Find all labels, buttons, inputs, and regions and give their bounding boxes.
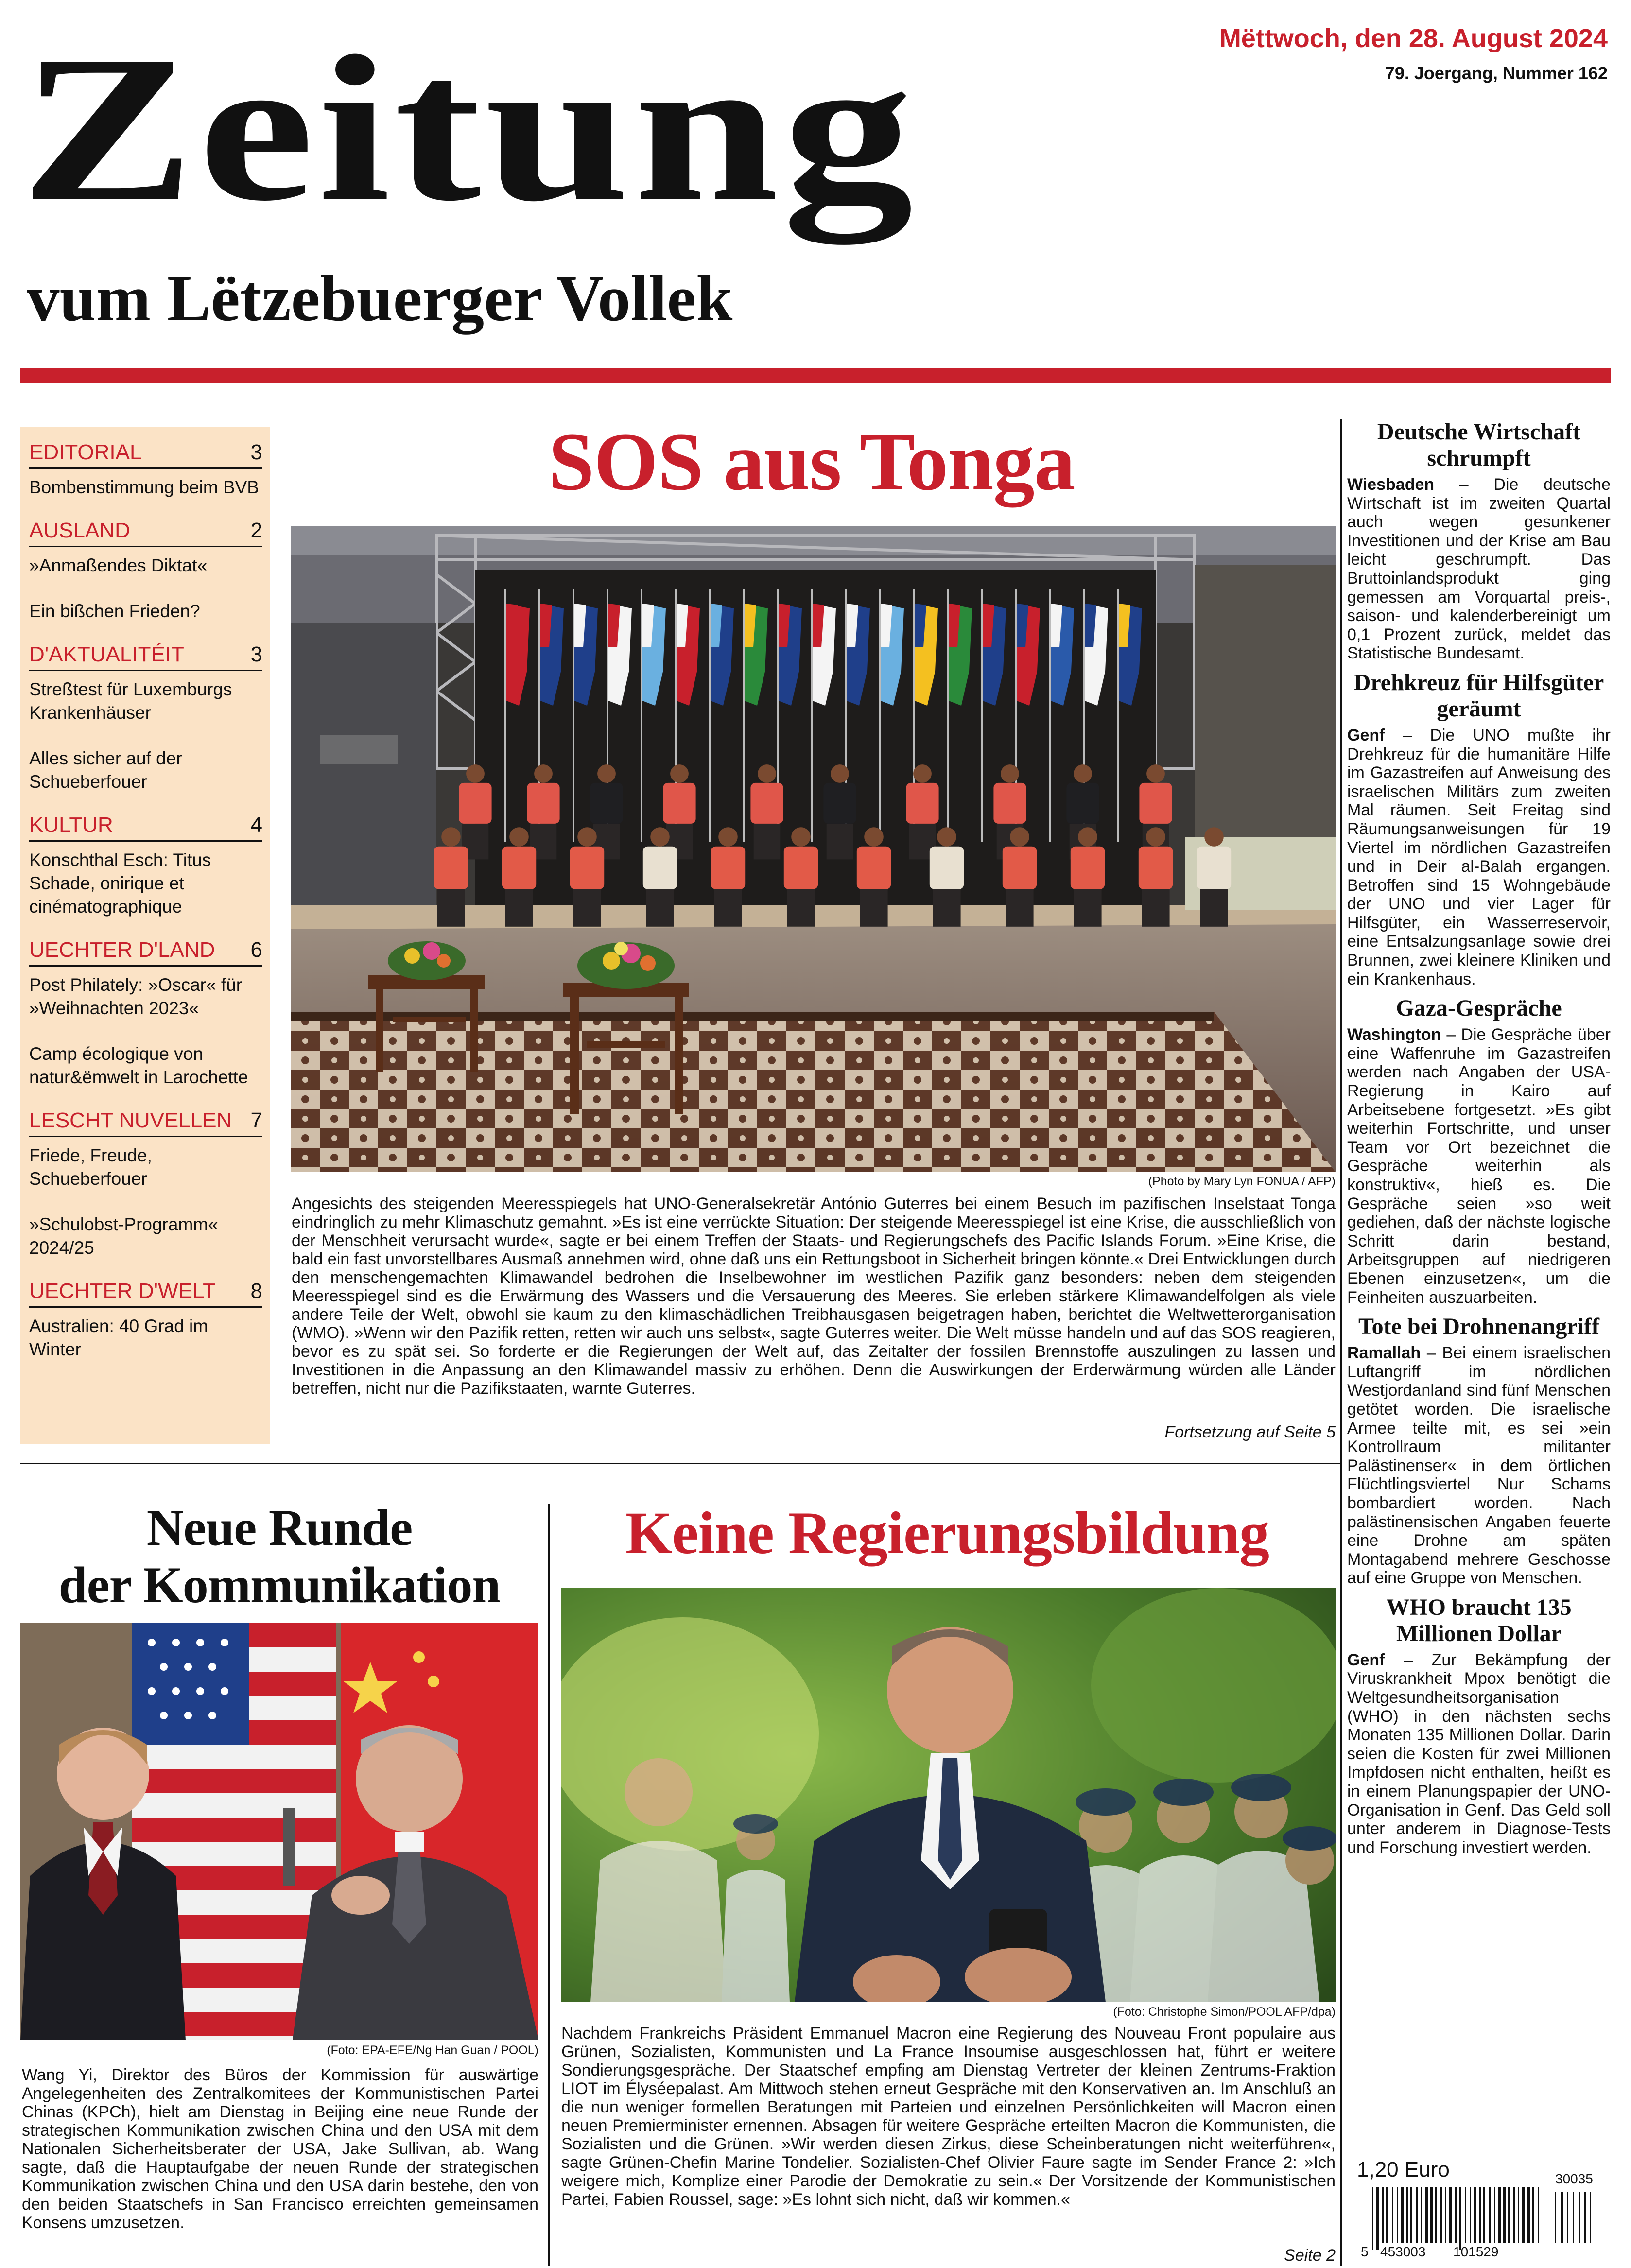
masthead-title: Zeitung	[20, 13, 917, 244]
sidebar-item[interactable]: Australien: 40 Grad im Winter	[29, 1316, 208, 1359]
sidebar-section-header[interactable]	[29, 938, 262, 967]
barcode-bar	[1386, 2187, 1388, 2243]
barcode-bar	[1425, 2187, 1428, 2243]
brief-body	[1347, 1651, 1611, 1857]
center-photo-caption: (Foto: Christophe Simon/POOL AFP/dpa)	[1113, 2005, 1336, 2019]
sidebar-item[interactable]: Bombenstimmung beim BVB	[29, 477, 259, 497]
brief-body	[1347, 726, 1611, 988]
sidebar-item[interactable]: Konschthal Esch: Titus Schade, onirique et cinématographique	[29, 850, 211, 917]
brief-text: Die Gespräche über eine Waffenruhe im Gazastreifen werden nach Angaben der USA-Regierung in Kairo auf Arbeitsebene fortgesetzt. »Es gibt weiterhin Fortschritte, und unser Team vor Ort bezeichnet die Gespräche weiterhin als konstruktiv«, hieß es. Die Gespräche seien »so weit gediehen, daß der nächste logische Schritt darin bestand, Arbeitsgruppen auf niedrigeren Ebenen einzusetzen«, um die Feinheiten auszuarbeiten.	[1347, 1025, 1611, 1307]
sidebar-section-title: LESCHT NUVELLEN	[29, 1108, 232, 1132]
barcode-bar	[1513, 2187, 1515, 2243]
barcode-bar	[1445, 2187, 1446, 2243]
lead-body: Angesichts des steigenden Meeresspiegels hat UNO-Generalsekretär António Guterres bei einem Besuch im pazifischen Inselstaat Tonga eindringlich zu mehr Klimaschutz gemahnt. »Es ist eine verrückte Situation: Der steigende Meeresspiegel ist eine Krise, die ausschließlich von der Menschheit verursacht wurde«, sagte er bei einem Treffen der Staats- und Regierungschefs des Pacific Islands Forum. »Eine Krise, die bald ein fast unvorstellbares Ausmaß annehmen wird, ohne daß uns ein Rettungsboot in Sicherheit bringen könnte.« Drei Entwicklungen durch den menschengemachten Klimawandel bedrohen die Inselbewohner im westlichen Pazifik ganz besonders: neben dem steigenden Meeresspiegel sind es die Erwärmung des Wassers und die Versauerung des Meeres. Sie erleben stärkere Klimawandelfolgen als viele andere Teile der Welt, obwohl sie kaum zu den klimaschädlichen Treibhausgasen beigetragen haben, berichtet die Weltwetterorganisation (WMO). »Wenn wir den Pazifik retten, retten wir auch uns selbst«, sagte Guterres weiter. Die Welt müsse handeln und auf das SOS reagieren, bevor es zu spät sei. So forderte er die Regierungen der Welt auf, das Zeitalter der fossilen Brennstoffe auszulingen zu lassen und Investitionen in die Anpassung an den Klimawandel massiv zu erhöhen. Denn die Auswirkungen der Erderwärmung würden alle Länder betreffen, nicht nur die Pazifikstaaten, warnte Guterres.	[292, 1195, 1336, 1398]
lead-headline: SOS aus Tonga	[548, 416, 1075, 507]
flag-pole	[709, 589, 711, 842]
sidebar-section-page: 2	[250, 519, 262, 542]
brief-dateline: Washington	[1347, 1025, 1441, 1044]
sidebar-section-page: 4	[250, 813, 262, 837]
lead-continued: Fortsetzung auf Seite 5	[1164, 1423, 1336, 1441]
barcode-bar	[1483, 2187, 1485, 2243]
barcode-bar	[1406, 2187, 1408, 2243]
sidebar-section-page: 7	[250, 1108, 262, 1132]
column-rule-right	[1340, 419, 1342, 2266]
sidebar-section-page: 6	[250, 938, 262, 962]
left-photo-caption: (Foto: EPA-EFE/Ng Han Guan / POOL)	[327, 2043, 538, 2057]
sidebar-section-title: EDITORIAL	[29, 440, 142, 464]
barcode-bar	[1538, 2187, 1539, 2243]
flag-pole	[981, 589, 983, 842]
center-continued: Seite 2	[1284, 2246, 1336, 2265]
sidebar-item[interactable]: Post Philately: »Oscar« für »Weihnachten 2023«	[29, 975, 243, 1018]
barcode-bar	[1401, 2187, 1404, 2243]
sidebar-section-header[interactable]	[29, 519, 262, 547]
brief-dash: –	[1434, 475, 1494, 494]
barcode-addon-bar	[1573, 2192, 1574, 2243]
sidebar-item[interactable]: Ein bißchen Frieden?	[29, 601, 200, 621]
left-headline	[20, 1499, 538, 1614]
barcode-bar	[1532, 2187, 1534, 2243]
sidebar-section[interactable]	[29, 1279, 262, 1361]
barcode-addon-bar	[1561, 2192, 1563, 2243]
issue-date: Mëttwoch, den 28. August 2024	[1219, 24, 1608, 53]
barcode-addon-bar	[1584, 2192, 1586, 2243]
brief-dash: –	[1441, 1025, 1461, 1044]
barcode-bar	[1449, 2187, 1452, 2243]
sidebar-section-page: 3	[250, 440, 262, 464]
barcode-left-digit: 5	[1361, 2244, 1369, 2259]
brief-headline: WHO braucht 135 Millionen Dollar	[1386, 1594, 1572, 1646]
sidebar-item[interactable]: Friede, Freude, Schueberfouer	[29, 1145, 152, 1189]
flag-pole	[743, 589, 745, 842]
barcode-middle-digits: 453003	[1380, 2244, 1426, 2259]
sidebar-item[interactable]: Camp écologique von natur&ëmwelt in Larochette	[29, 1044, 248, 1087]
masthead-rule	[20, 368, 1611, 383]
sidebar-section-header[interactable]	[29, 1279, 262, 1308]
sidebar-section-title: KULTUR	[29, 813, 113, 837]
brief-dateline: Ramallah	[1347, 1344, 1421, 1363]
sidebar-section[interactable]	[29, 1108, 262, 1260]
barcode-bar	[1392, 2187, 1393, 2243]
left-body: Wang Yi, Direktor des Büros der Kommission für auswärtige Angelegenheiten des Zentralkomitees der Kommunistischen Partei Chinas (KPCh), hielt am Dienstag in Beijing eine neue Runde der strategischen Kommunikation zwischen China und den USA mit dem Nationalen Sicherheitsberater der USA, Jake Sullivan, ab. Wang sagte, daß die Hauptaufgabe der neuen Runde der strategischen Kommunikation zwischen China und den USA darin bestehe, den von den beiden Staatschefs in San Francisco erreichten gemeinsamen Konsens umzusetzen.	[22, 2066, 538, 2232]
barcode-bar	[1421, 2187, 1422, 2243]
flag-pole	[573, 589, 574, 842]
brief-dash: –	[1421, 1344, 1442, 1363]
sidebar-section[interactable]	[29, 813, 262, 918]
barcode	[1361, 2171, 1604, 2265]
sidebar-section-header[interactable]	[29, 440, 262, 469]
contents-sidebar	[20, 427, 270, 1444]
barcode-bar	[1435, 2187, 1437, 2243]
barcode-right-digits: 101529	[1453, 2244, 1499, 2259]
flag-pole	[947, 589, 949, 842]
left-photo	[20, 1623, 538, 2040]
center-body: Nachdem Frankreichs Präsident Emmanuel Macron eine Regierung des Nouveau Front populaire aus Grünen, Sozialisten, Kommunisten und La France Insoumise ausgeschlossen hat, führt er weitere Sondierungsgespräche. Der Staatschef empfing am Dienstag Vertreter der kleinen Zentrums-Fraktion LIOT im Élyséepalast. Am Mittwoch stehen erneut Gespräche mit den Konservativen an. Im Anschluß an die nun weniger formellen Beratungen mit Parteien und einzelnen Persönlichkeiten will Macron einen neuen Premierminister ernennen. Absagen für weitere Gespräche erteilten Macron die Kommunisten, die Sozialisten und die Grünen. »Wir werden diesen Zirkus, diese Scheinberatungen nicht weiterführen«, sagte Grünen-Chefin Marine Tondelier. Sozialisten-Chef Olivier Faure sagte im Sender France 2: »Ich weigere mich, Komplize einer Parodie der Demokratie zu sein.« Der Vorsitzende der Kommunistischen Partei, Fabien Roussel, sage: »Es lohnt sich nicht, daß wir kommen.«	[561, 2024, 1336, 2209]
flag-pole	[1117, 589, 1119, 842]
barcode-bar	[1522, 2187, 1525, 2243]
barcode-bar	[1508, 2187, 1510, 2243]
barcode-bar	[1416, 2187, 1418, 2243]
sidebar-section-title: D'AKTUALITÉIT	[29, 642, 184, 666]
barcode-bar	[1376, 2187, 1379, 2250]
barcode-bar	[1382, 2187, 1384, 2243]
sidebar-section[interactable]	[29, 642, 262, 794]
sidebar-section-title: AUSLAND	[29, 519, 130, 542]
barcode-bar	[1440, 2187, 1442, 2243]
masthead-subtitle: vum Lëtzebuerger Vollek	[27, 262, 733, 335]
sidebar-section-page: 3	[250, 642, 262, 666]
barcode-bar	[1397, 2187, 1398, 2243]
barcode-bar	[1474, 2187, 1476, 2243]
barcode-bar	[1459, 2187, 1461, 2250]
brief-dash: –	[1385, 726, 1430, 744]
barcode-bar	[1494, 2187, 1495, 2243]
left-headline-line2: der Kommunikation	[58, 1557, 501, 1613]
news-briefs-column	[1347, 419, 1611, 2129]
barcode-bar	[1455, 2187, 1457, 2243]
section-divider	[20, 1463, 1340, 1464]
brief-text: Bei einem israelischen Luftangriff im nördlichen Westjordanland sind fünf Menschen getötet worden. Die israelische Armee teilte mit, es sei »ein Kontrollraum militanter Palästinenser« in dem örtlichen Flüchtlingsviertel Nur Schams bombardiert worden. Nach palästinensischen Angaben feuerte eine Drohne am späten Montagabend mehrere Geschosse auf eine Gruppe von Menschen.	[1347, 1344, 1611, 1588]
sidebar-section[interactable]	[29, 440, 262, 499]
center-photo	[561, 1588, 1336, 2002]
issue-number: 79. Joergang, Nummer 162	[1385, 63, 1608, 83]
brief-body	[1347, 1025, 1611, 1307]
brief-headline: Drehkreuz für Hilfsgüter geräumt	[1353, 669, 1604, 722]
barcode-bar	[1527, 2187, 1530, 2243]
brief-body	[1347, 1344, 1611, 1588]
barcode-addon-bar	[1567, 2192, 1568, 2243]
sidebar-item[interactable]: Streßtest für Luxemburgs Krankenhäuser	[29, 679, 232, 723]
barcode-bar	[1503, 2187, 1506, 2243]
barcode-bar	[1372, 2187, 1373, 2250]
barcode-addon-bar	[1590, 2192, 1591, 2243]
flag-pole	[1049, 589, 1051, 842]
brief-text: Die UNO mußte ihr Drehkreuz für die humanitäre Hilfe im Gazastreifen auf Anweisung des israelischen Militärs zum zweiten Mal räumen. Seit Freitag sind Räumungsanweisungen für 19 Viertel im nördlichen Gazastreifen und in Deir al-Balah ergangen. Betroffen sind 15 Wohngebäude der UNO und vier Lager für Hilfsgüter, ein Wasserreservoir, eine Entsalzungsanlage sowie drei Brunnen, zwei kleinere Kliniken und ein Krankenhaus.	[1347, 726, 1611, 988]
brief-text: Die deutsche Wirtschaft ist im zweiten Quartal auch wegen gesunkener Investitionen und der Krise am Bau leicht geschrumpft. Das Bruttoinlandsprodukt ging gemessen am Vorquartal preis-, saison- und kalenderbereinigt um 0,1 Prozent zurück, meldet das Statistische Bundesamt.	[1347, 475, 1611, 663]
brief-headline: Gaza-Gespräche	[1396, 995, 1562, 1021]
left-headline-line1: Neue Runde	[146, 1499, 413, 1556]
barcode-bar	[1470, 2187, 1471, 2243]
sidebar-section-title: UECHTER D'LAND	[29, 938, 215, 962]
barcode-bar	[1479, 2187, 1481, 2243]
barcode-addon: 30035	[1555, 2171, 1593, 2186]
sidebar-section-header[interactable]	[29, 642, 262, 671]
center-headline: Keine Regierungsbildung	[625, 1500, 1269, 1566]
brief-text: Zur Bekämpfung der Viruskrankheit Mpox benötigt die Weltgesundheitsorganisation (WHO) in den nächsten sechs Monaten 135 Millionen Dollar. Darin seien die Kosten für zwei Millionen Impfdosen nicht enthalten, heißt es in einem Planungspapier der UNO-Organisation in Genf. Das Geld soll unter anderem in Diagnose-Tests und Forschung investiert werden.	[1347, 1650, 1611, 1857]
brief-dateline: Genf	[1347, 726, 1385, 744]
barcode-bar	[1410, 2187, 1412, 2243]
flag-pole	[504, 589, 506, 842]
brief-dateline: Genf	[1347, 1650, 1385, 1669]
barcode-bar	[1498, 2187, 1501, 2243]
barcode-addon-bar	[1555, 2192, 1556, 2243]
barcode-bar	[1518, 2187, 1519, 2243]
sidebar-section[interactable]	[29, 938, 262, 1089]
flag-pole	[811, 589, 813, 842]
brief-dateline: Wiesbaden	[1347, 475, 1435, 494]
column-rule-center	[548, 1504, 550, 2266]
brief-headline: Tote bei Drohnenangriff	[1358, 1314, 1600, 1340]
brief-body	[1347, 475, 1611, 663]
barcode-addon-bar	[1579, 2192, 1580, 2243]
flag-pole	[641, 589, 642, 842]
sidebar-section-header[interactable]	[29, 813, 262, 842]
sidebar-section-header[interactable]	[29, 1108, 262, 1137]
sidebar-section-title: UECHTER D'WELT	[29, 1279, 216, 1303]
barcode-bar	[1465, 2187, 1466, 2243]
flag-pole	[879, 589, 881, 842]
barcode-bar	[1430, 2187, 1433, 2243]
brief-headline: Deutsche Wirtschaft schrumpft	[1377, 419, 1581, 471]
lead-photo-caption: (Photo by Mary Lyn FONUA / AFP)	[1148, 1175, 1336, 1188]
sidebar-section[interactable]	[29, 519, 262, 623]
price: 1,20 Euro	[1357, 2158, 1450, 2181]
lead-photo	[291, 526, 1336, 1172]
brief-dash: –	[1385, 1650, 1432, 1669]
sidebar-section-page: 8	[250, 1279, 262, 1303]
sidebar-item[interactable]: »Schulobst-Programm« 2024/25	[29, 1214, 218, 1258]
barcode-bar	[1489, 2187, 1491, 2243]
sidebar-item[interactable]: »Anmaßendes Diktat«	[29, 555, 208, 575]
sidebar-item[interactable]: Alles sicher auf der Schueberfouer	[29, 748, 182, 792]
